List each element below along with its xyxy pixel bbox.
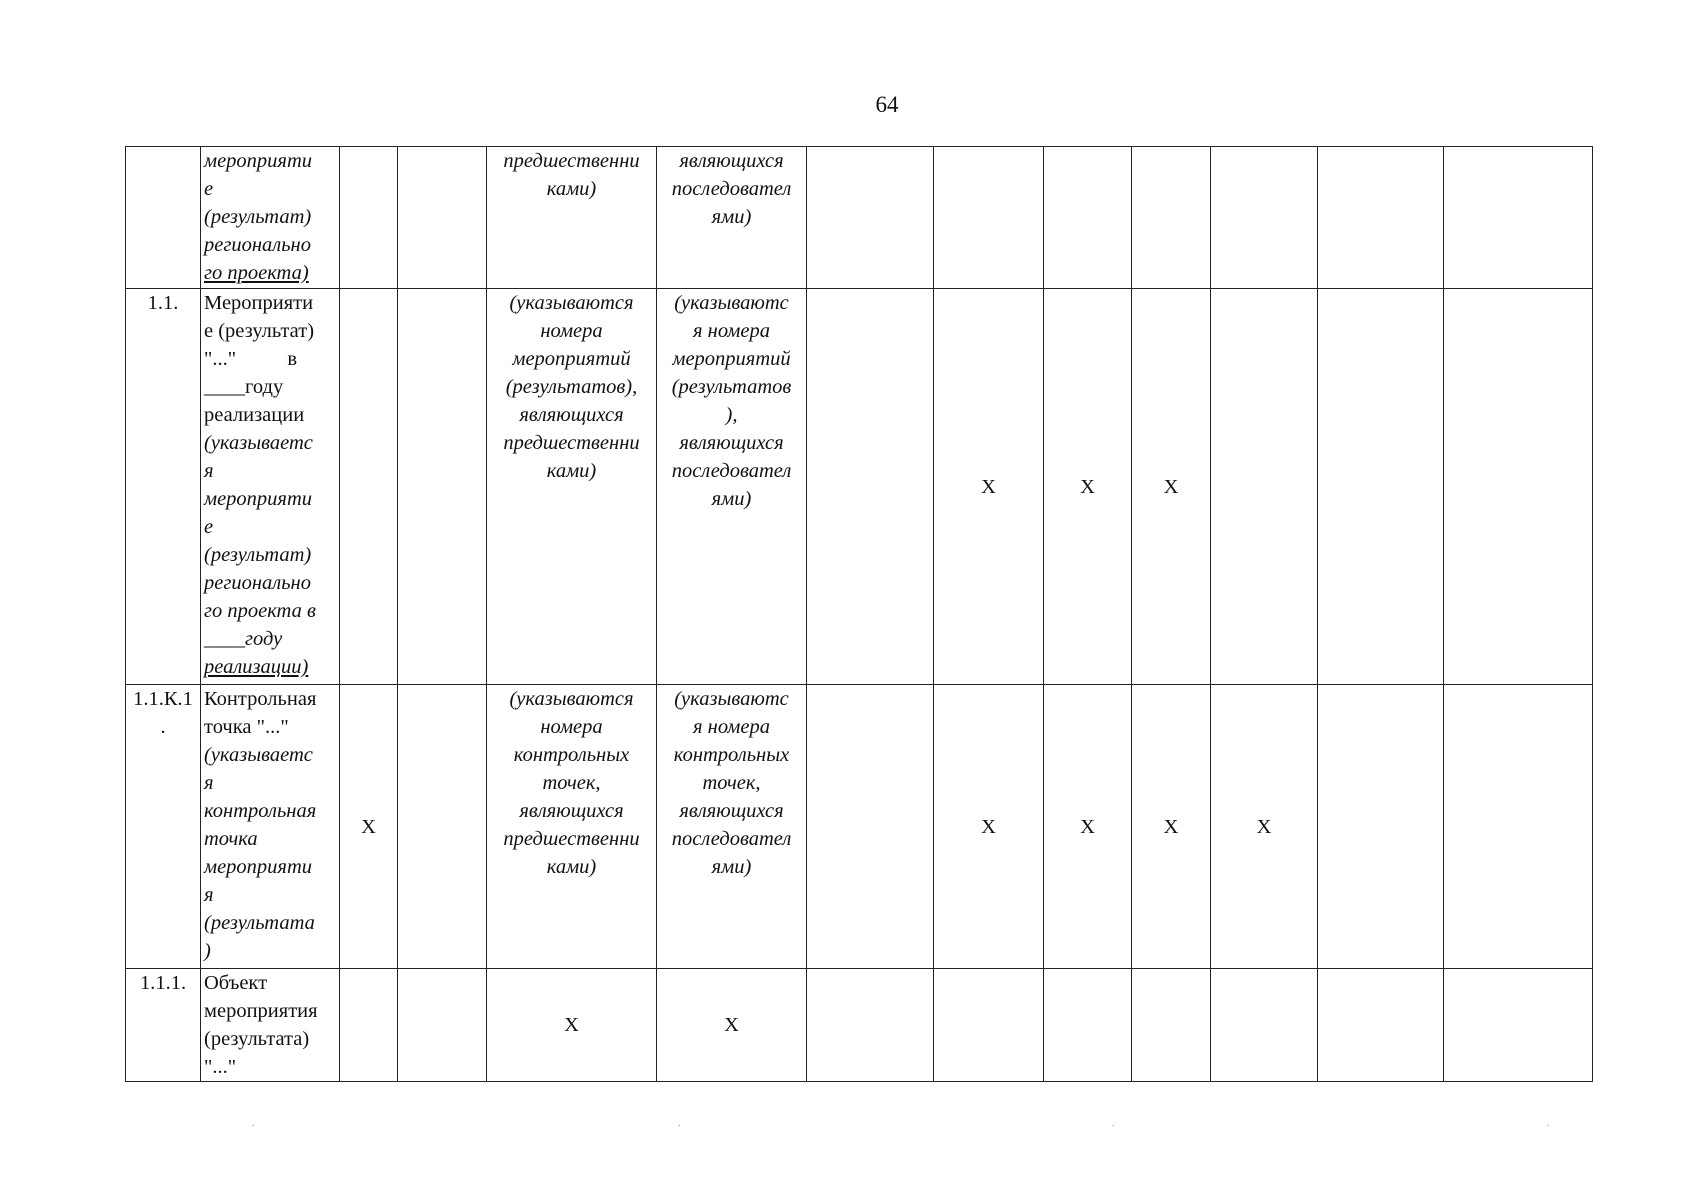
table-cell <box>1444 685 1593 969</box>
cell-text-line: регионально <box>204 234 311 256</box>
cell-text-line: ями) <box>711 206 752 228</box>
table-cell <box>340 969 398 1082</box>
x-mark: X <box>1163 815 1179 838</box>
table-cell <box>1444 289 1593 685</box>
cell-text-line: (результата) <box>204 1028 310 1050</box>
table-cell <box>1132 969 1211 1082</box>
table-cell <box>934 147 1044 289</box>
cell-text-line: являющихся <box>519 800 624 822</box>
table-cell <box>1211 685 1318 969</box>
table-cell <box>807 969 934 1082</box>
table-cell <box>398 685 487 969</box>
row-number-cell <box>126 685 201 969</box>
cell-text-line: е <box>204 516 214 538</box>
x-mark: X <box>981 475 996 498</box>
cell-text-line: Объект <box>204 972 268 994</box>
cell-text-line: мероприятия <box>204 1000 318 1022</box>
cell-text-line: (результат) <box>204 544 312 566</box>
table-cell <box>1044 289 1132 685</box>
cell-text-line: (указываютс <box>674 292 789 314</box>
row-name-cell <box>201 289 340 685</box>
table-body <box>126 147 1593 1082</box>
cell-text-line: (результатов <box>671 376 792 398</box>
table-cell <box>398 289 487 685</box>
table-cell <box>1132 685 1211 969</box>
row-number-cell <box>126 147 201 289</box>
successors-cell <box>657 289 807 685</box>
x-mark: X <box>981 815 996 838</box>
cell-text-line: последовател <box>671 828 792 850</box>
table-cell <box>1044 969 1132 1082</box>
cell-text-line: я номера <box>693 716 770 738</box>
successors-cell <box>657 969 807 1082</box>
table-cell <box>807 147 934 289</box>
cell-text-line: последовател <box>671 178 792 200</box>
table-cell <box>1211 289 1318 685</box>
predecessors-cell <box>487 289 657 685</box>
table-cell <box>1132 147 1211 289</box>
table-cell <box>1132 289 1211 685</box>
table-cell <box>807 685 934 969</box>
table-cell <box>340 289 398 685</box>
cell-text-line: являющихся <box>679 800 784 822</box>
cell-text-line: (указываются <box>509 688 634 710</box>
cell-text-line: ками) <box>546 856 597 878</box>
x-mark: X <box>1256 815 1272 838</box>
table-row <box>126 685 1593 969</box>
predecessors-cell <box>487 969 657 1082</box>
table-cell <box>1318 969 1444 1082</box>
table-cell <box>1044 147 1132 289</box>
cell-text-line: регионально <box>204 572 311 594</box>
cell-text-line: Мероприяти <box>204 292 314 314</box>
x-mark: X <box>1080 815 1095 838</box>
cell-text-line: го проекта) <box>204 262 309 284</box>
cell-text-line: 1.1.К.1 <box>133 688 193 710</box>
predecessors-cell <box>487 685 657 969</box>
cell-text-line: точек, <box>542 772 601 794</box>
cell-text-line: е <box>204 178 214 200</box>
x-mark: X <box>724 1014 739 1036</box>
scan-dot: . <box>252 1118 255 1129</box>
x-mark: X <box>1080 475 1095 498</box>
cell-text-line: (результат) <box>204 206 312 228</box>
cell-text-line: мероприятий <box>512 348 631 370</box>
table-cell <box>1318 147 1444 289</box>
cell-text-line: точка "..." <box>204 716 289 738</box>
cell-text-line: ____году <box>204 376 284 398</box>
cell-text-line: 1.1.1. <box>139 972 187 994</box>
cell-text-line: контрольная <box>204 800 317 822</box>
successors-cell <box>657 147 807 289</box>
cell-text-line: являющихся <box>679 150 784 172</box>
cell-text-line: я <box>204 460 214 482</box>
cell-text-line: . <box>160 716 166 738</box>
cell-text-line: (результата <box>204 912 315 934</box>
x-mark: X <box>1163 475 1179 498</box>
cell-text-line: (указываетс <box>204 432 313 454</box>
cell-text-line: (результатов), <box>505 376 638 398</box>
cell-text-line: мероприяти <box>204 488 313 510</box>
table-cell <box>340 685 398 969</box>
cell-text-line: ками) <box>546 178 597 200</box>
table-cell <box>340 147 398 289</box>
cell-text-line: номера <box>540 716 603 738</box>
cell-text-line: контрольных <box>673 744 790 766</box>
table-cell <box>807 289 934 685</box>
scan-dot: . <box>678 1118 681 1129</box>
table-cell <box>1318 289 1444 685</box>
cell-text-line: я <box>204 884 214 906</box>
table-cell <box>1444 147 1593 289</box>
cell-text-line: Контрольная <box>204 688 317 710</box>
cell-text-line: мероприятий <box>672 348 791 370</box>
cell-text-line: (указываютс <box>674 688 789 710</box>
table-cell <box>1318 685 1444 969</box>
cell-text-line: (указываются <box>509 292 634 314</box>
cell-text-line: реализации) <box>204 656 309 678</box>
cell-text-line: реализации <box>204 404 305 426</box>
cell-text-line: являющихся <box>679 432 784 454</box>
cell-text-line: я <box>204 772 214 794</box>
cell-text-line: контрольных <box>513 744 630 766</box>
cell-text-line: предшественни <box>503 828 640 850</box>
x-mark: X <box>564 1014 579 1036</box>
cell-text-line: мероприяти <box>204 856 313 878</box>
predecessors-cell <box>487 147 657 289</box>
table-row <box>126 147 1593 289</box>
table-cell <box>1211 969 1318 1082</box>
cell-text-line: я номера <box>693 320 770 342</box>
cell-text-line: последовател <box>671 460 792 482</box>
cell-text-line: мероприяти <box>204 150 313 172</box>
scan-dot: . <box>1547 1118 1550 1129</box>
table-cell <box>398 969 487 1082</box>
cell-text-line: предшественни <box>503 150 640 172</box>
page-number: 64 <box>875 92 899 117</box>
cell-text-line: "..." в <box>204 348 298 370</box>
cell-text-line: 1.1. <box>147 292 179 314</box>
x-mark: X <box>361 815 376 838</box>
table-row <box>126 289 1593 685</box>
schedule-table <box>125 146 1593 1082</box>
cell-text-line: точек, <box>702 772 761 794</box>
cell-text-line: являющихся <box>519 404 624 426</box>
table-cell <box>934 289 1044 685</box>
cell-text-line: ) <box>204 940 211 962</box>
row-name-cell <box>201 685 340 969</box>
table-cell <box>934 685 1044 969</box>
scan-dot: . <box>1112 1118 1115 1129</box>
row-number-cell <box>126 969 201 1082</box>
cell-text-line: "..." <box>204 1056 237 1078</box>
row-number-cell <box>126 289 201 685</box>
cell-text-line: ), <box>725 404 738 426</box>
table-cell <box>1211 147 1318 289</box>
cell-text-line: (указываетс <box>204 744 313 766</box>
successors-cell <box>657 685 807 969</box>
cell-text-line: ями) <box>711 488 752 510</box>
cell-text-line: предшественни <box>503 432 640 454</box>
cell-text-line: точка <box>204 828 258 850</box>
table-cell <box>934 969 1044 1082</box>
cell-text-line: го проекта в <box>204 600 316 622</box>
cell-text-line: ями) <box>711 856 752 878</box>
table-cell <box>398 147 487 289</box>
table-cell <box>1444 969 1593 1082</box>
table-row <box>126 969 1593 1082</box>
cell-text-line: е (результат) <box>204 320 315 342</box>
row-name-cell <box>201 147 340 289</box>
cell-text-line: номера <box>540 320 603 342</box>
cell-text-line: ____году <box>204 628 283 650</box>
row-name-cell <box>201 969 340 1082</box>
cell-text-line: ками) <box>546 460 597 482</box>
table-cell <box>1044 685 1132 969</box>
